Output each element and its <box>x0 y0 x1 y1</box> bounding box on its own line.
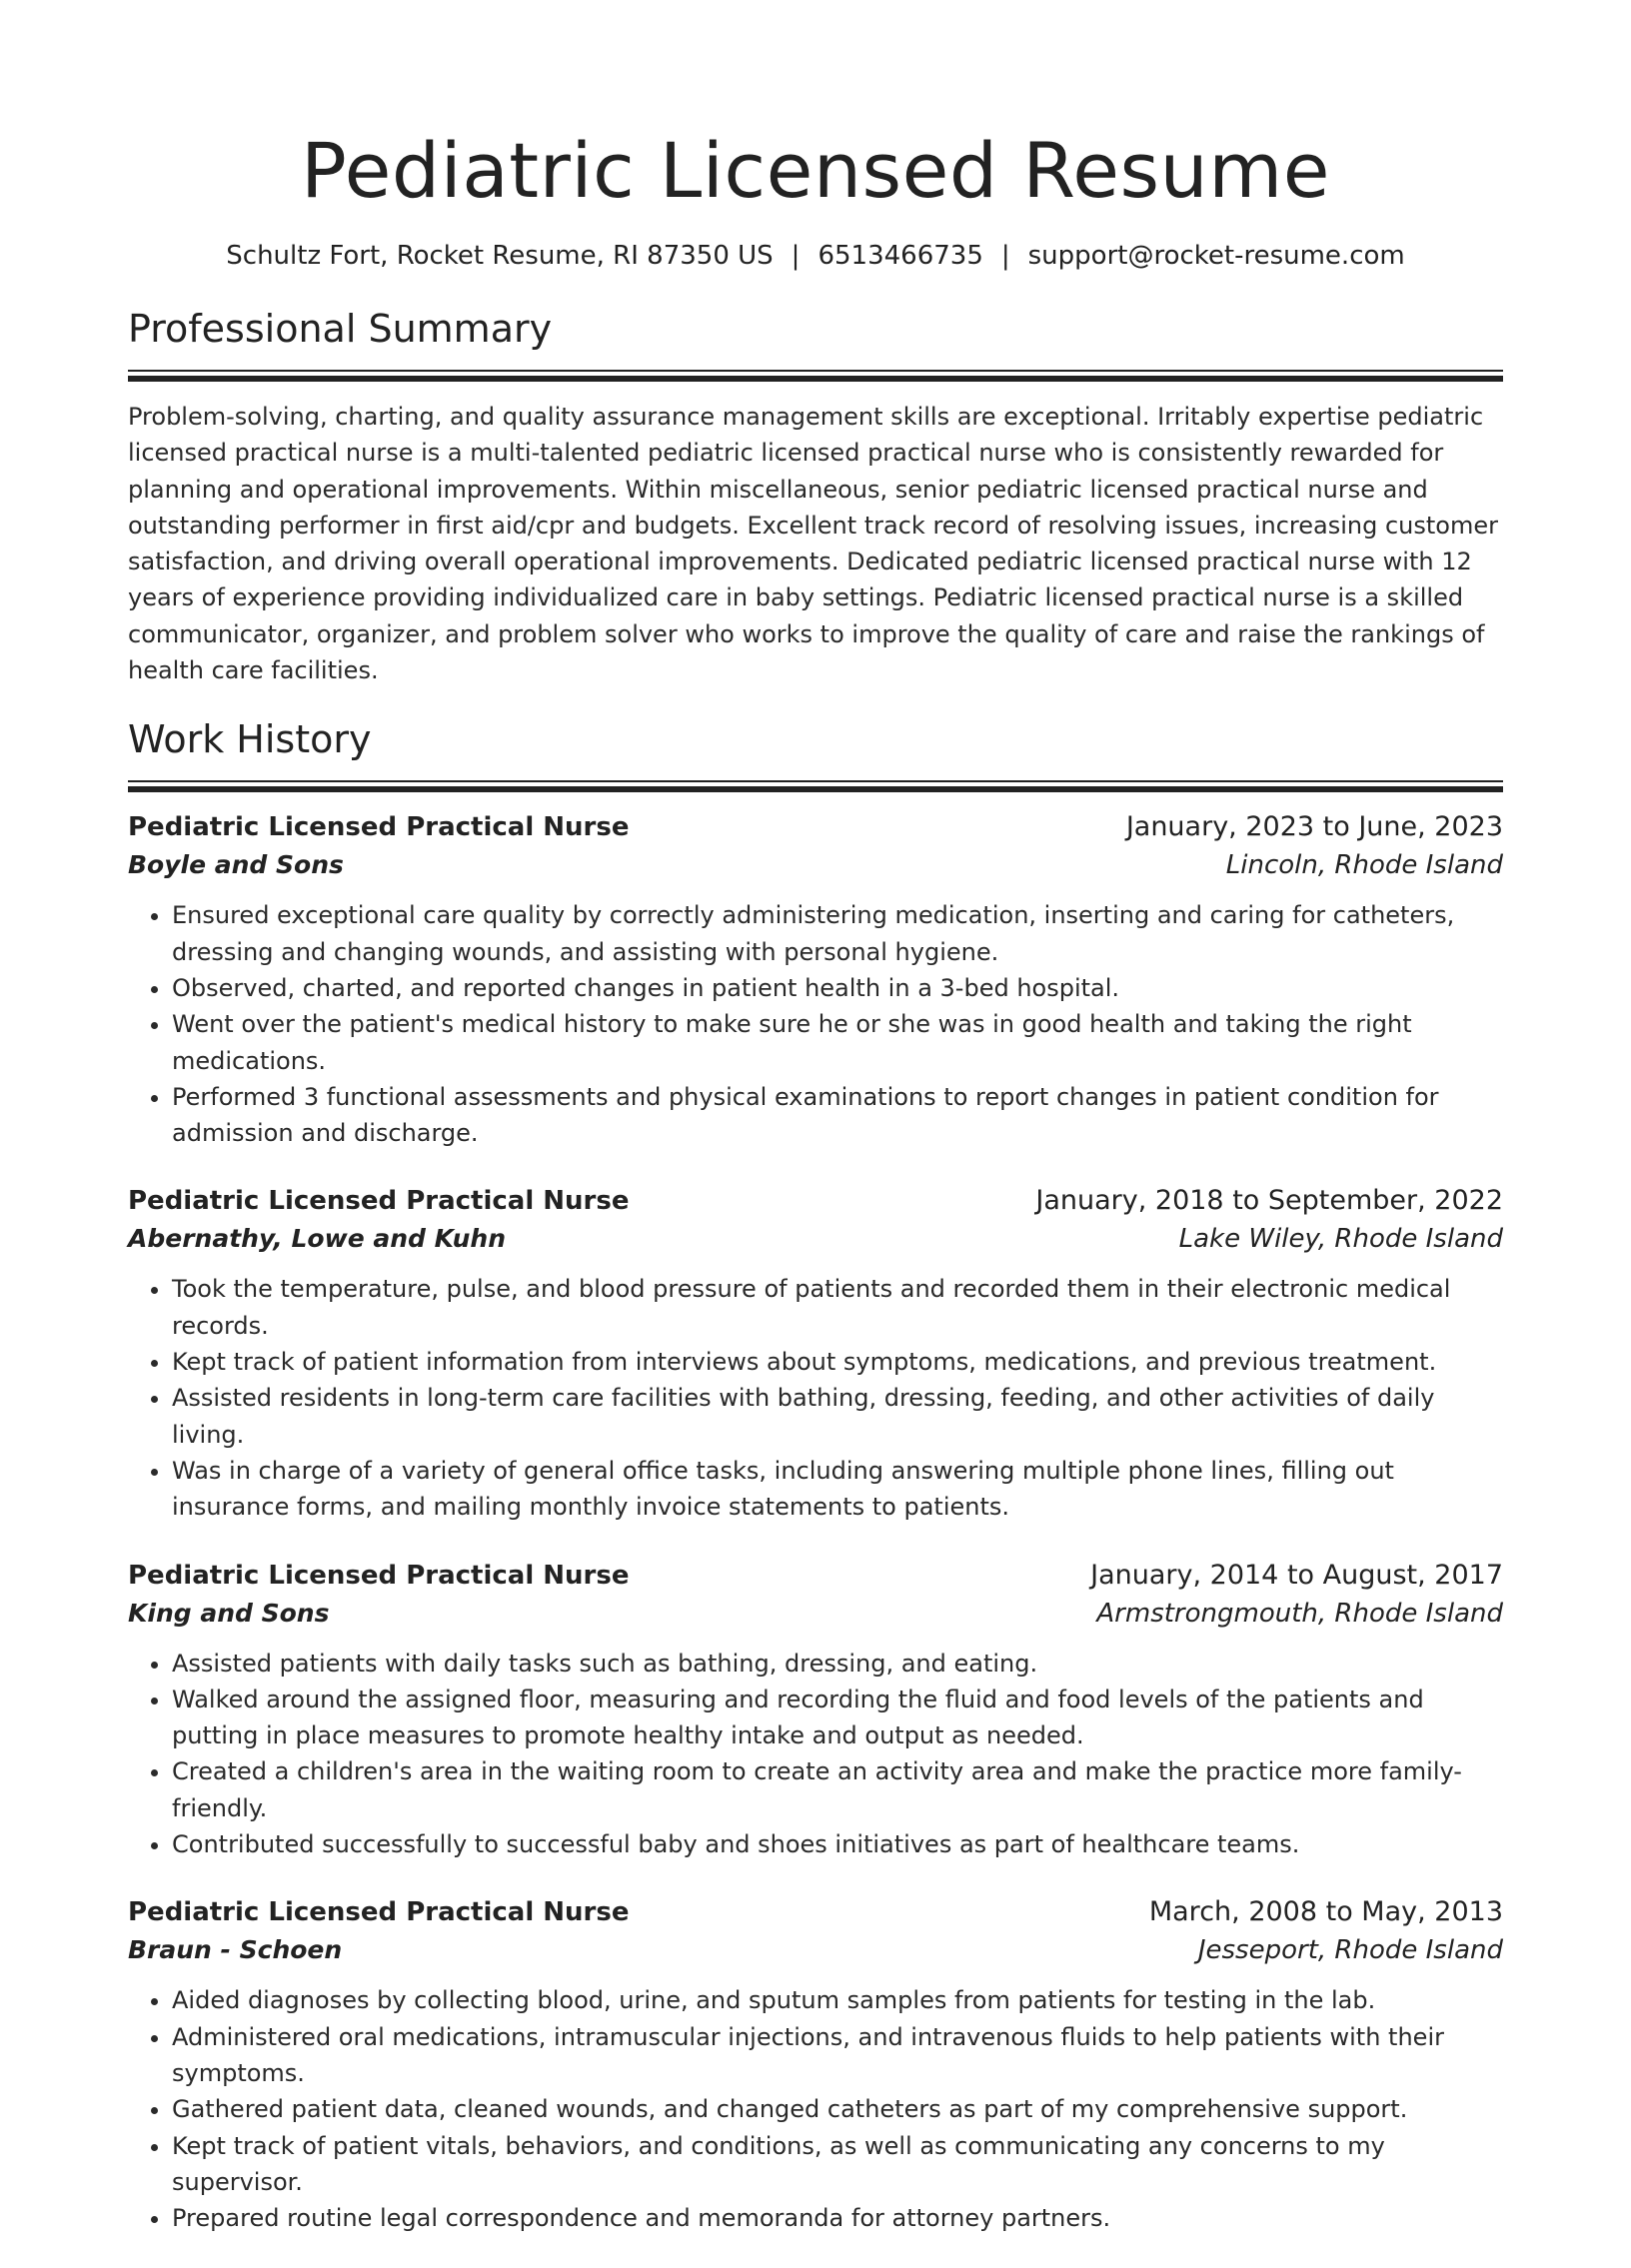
contact-phone: 6513466735 <box>817 241 983 271</box>
job-bullets <box>128 1982 1503 2236</box>
job-dates: January, 2023 to June, 2023 <box>1125 811 1503 843</box>
job-bullet: • Went over the patient's medical history to make sure he or she was in good health and taking the right medications. <box>172 1006 1503 1079</box>
contact-email: support@rocket-resume.com <box>1027 241 1405 271</box>
job-list <box>128 809 1503 2236</box>
contact-address: Schultz Fort, Rocket Resume, RI 87350 US <box>226 241 774 271</box>
job-bullet: • Administered oral medications, intramuscular injections, and intravenous fluids to help patients with their symptoms. <box>172 2019 1503 2092</box>
contact-line <box>128 238 1503 274</box>
resume-page <box>128 0 1503 2268</box>
contact-separator: | <box>1000 241 1010 271</box>
job-bullet: • Gathered patient data, cleaned wounds, and changed catheters as part of my comprehensive support. <box>172 2091 1503 2127</box>
job-bullet: • Performed 3 functional assessments and physical examinations to report changes in patient condition for admission and discharge. <box>172 1079 1503 1152</box>
section-heading-work: Work History <box>128 717 372 762</box>
job-entry <box>128 1558 1503 1863</box>
job-title: Pediatric Licensed Practical Nurse <box>128 1897 630 1928</box>
job-dates: January, 2014 to August, 2017 <box>1090 1559 1503 1591</box>
job-bullet: • Prepared routine legal correspondence and memoranda for attorney partners. <box>172 2200 1503 2236</box>
job-bullet: • Observed, charted, and reported changes in patient health in a 3-bed hospital. <box>172 970 1503 1006</box>
job-dates: March, 2008 to May, 2013 <box>1148 1896 1503 1928</box>
job-title: Pediatric Licensed Practical Nurse <box>128 1186 630 1217</box>
job-bullet: • Walked around the assigned floor, measuring and recording the fluid and food levels of the patients and putting in place measures to promote healthy intake and output as needed. <box>172 1682 1503 1754</box>
job-bullets <box>128 1646 1503 1863</box>
job-location: Lake Wiley, Rhode Island <box>1178 1224 1503 1255</box>
professional-summary-section <box>128 304 1503 688</box>
job-entry <box>128 1183 1503 1525</box>
section-divider <box>128 780 1503 785</box>
job-bullets <box>128 897 1503 1151</box>
job-location: Lincoln, Rhode Island <box>1225 850 1503 881</box>
job-location: Jesseport, Rhode Island <box>1197 1935 1503 1966</box>
job-bullets <box>128 1271 1503 1525</box>
job-bullet: • Kept track of patient vitals, behaviors, and conditions, as well as communicating any concerns to my supervisor. <box>172 2128 1503 2201</box>
section-divider <box>128 370 1503 375</box>
job-bullet: • Kept track of patient information from interviews about symptoms, medications, and previous treatment. <box>172 1344 1503 1380</box>
job-bullet: • Assisted patients with daily tasks such as bathing, dressing, and eating. <box>172 1646 1503 1682</box>
job-company: Boyle and Sons <box>128 850 344 880</box>
job-bullet: • Took the temperature, pulse, and blood pressure of patients and recorded them in their electronic medical records. <box>172 1271 1503 1344</box>
job-dates: January, 2018 to September, 2022 <box>1035 1185 1503 1217</box>
job-company: Abernathy, Lowe and Kuhn <box>128 1224 507 1254</box>
job-title: Pediatric Licensed Practical Nurse <box>128 812 630 843</box>
job-company: King and Sons <box>128 1598 330 1628</box>
contact-separator: | <box>791 241 801 271</box>
job-bullet: • Contributed successfully to successful baby and shoes initiatives as part of healthcare teams. <box>172 1826 1503 1862</box>
work-history-section <box>128 714 1503 2236</box>
job-company: Braun - Schoen <box>128 1935 343 1965</box>
job-bullet: • Aided diagnoses by collecting blood, urine, and sputum samples from patients for testing in the lab. <box>172 1982 1503 2018</box>
job-location: Armstrongmouth, Rhode Island <box>1096 1598 1503 1629</box>
job-bullet: • Ensured exceptional care quality by correctly administering medication, inserting and caring for catheters, dressing and changing wounds, and assisting with personal hygiene. <box>172 897 1503 970</box>
resume-title: Pediatric Licensed Resume <box>300 126 1331 215</box>
job-entry <box>128 1894 1503 2236</box>
job-bullet: • Was in charge of a variety of general office tasks, including answering multiple phone lines, filling out insurance forms, and mailing monthly invoice statements to patients. <box>172 1453 1503 1526</box>
job-bullet: • Created a children's area in the waiting room to create an activity area and make the practice more family-friendly. <box>172 1753 1503 1826</box>
summary-text: Problem-solving, charting, and quality assurance management skills are exceptional. Irritably expertise pediatric licensed practical nurse is a multi-talented pediatric licensed practical nurse who is consistently rewarded for planning and operational improvements. Within miscellaneous, senior pediatric licensed practical nurse and outstanding performer in first aid/cpr and budgets. Excellent track record of resolving issues, increasing customer satisfaction, and driving overall operational improvements. Dedicated pediatric licensed practical nurse with 12 years of experience providing individualized care in baby settings. Pediatric licensed practical nurse is a skilled communicator, organizer, and problem solver who works to improve the quality of care and raise the rankings of health care facilities. <box>128 403 1498 685</box>
job-title: Pediatric Licensed Practical Nurse <box>128 1560 630 1591</box>
section-heading-summary: Professional Summary <box>128 307 553 351</box>
job-bullet: • Assisted residents in long-term care facilities with bathing, dressing, feeding, and other activities of daily living. <box>172 1380 1503 1453</box>
job-entry <box>128 809 1503 1151</box>
